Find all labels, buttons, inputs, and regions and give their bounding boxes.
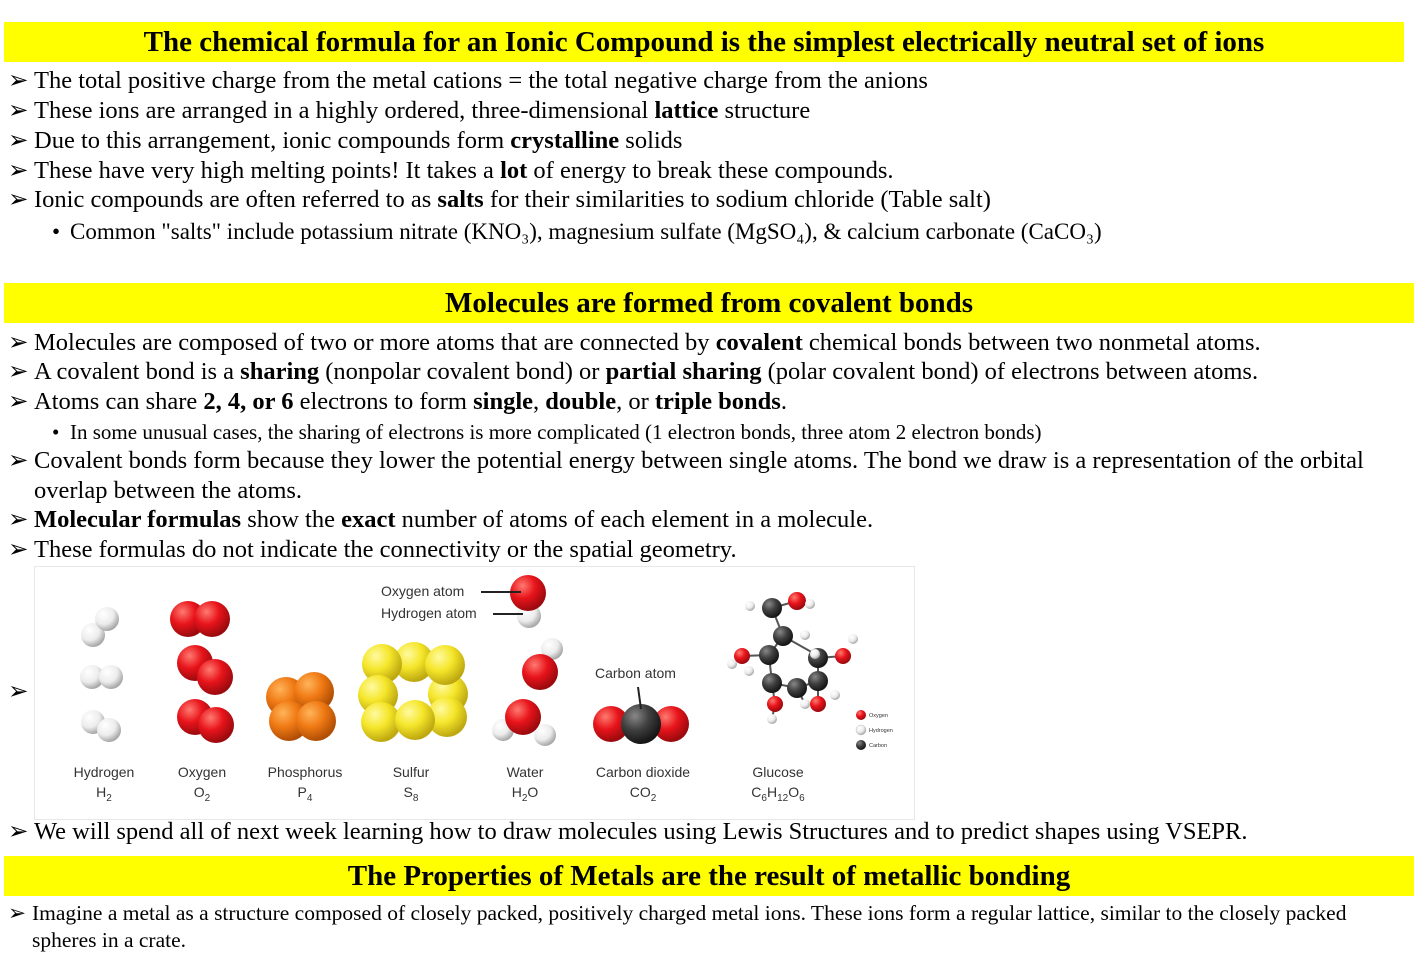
formula-hydrogen: $H_2$ <box>96 784 112 804</box>
caption-oxygen: Oxygen <box>177 764 227 780</box>
formula-glucose: $C_6H_{12}O_6$ <box>751 784 805 804</box>
formula-sulfur: $S_8$ <box>403 784 419 804</box>
oxygen-atom-label: Oxygen atom <box>381 583 465 599</box>
arrow-bullet-icon: ➢ <box>8 506 29 533</box>
arrow-bullet-icon: ➢ <box>8 157 29 184</box>
caption-sulfur: Sulfur <box>392 764 430 780</box>
arrow-bullet-icon: ➢ <box>8 536 29 563</box>
caption-glucose: Glucose <box>752 764 804 780</box>
formula-oxygen: $O_2$ <box>193 784 211 804</box>
ionic-heading: The chemical formula for an Ionic Compound is the simplest electrically neutral set of ions <box>4 22 1404 62</box>
covalent-heading: Molecules are formed from covalent bonds <box>4 283 1414 323</box>
bullet-item: ➢ The total positive charge from the metal cations = the total negative charge from the anions <box>8 67 928 94</box>
arrow-bullet-icon: ➢ <box>8 358 29 385</box>
sub-bullet-item: • In some unusual cases, the sharing of electrons is more complicated (1 electron bonds, three atom 2 electron bonds) <box>52 417 1042 447</box>
caption-carbon-dioxide: Carbon dioxide <box>595 764 691 780</box>
molecule-figure <box>34 566 915 820</box>
oxygen-molecules <box>170 601 234 743</box>
dot-icon: • <box>52 219 61 244</box>
formula-carbon-dioxide: $CO_2$ <box>629 784 657 804</box>
glucose-legend <box>856 710 893 750</box>
arrow-bullet-icon: ➢ <box>8 329 29 356</box>
arrow-bullet-icon: ➢ <box>8 678 29 705</box>
bullet-text-wrapped: Covalent bonds form because they lower the potential energy between single atoms. The bond we draw is a representation of the orbital overlap between the atoms. <box>34 447 1364 504</box>
arrow-bullet-icon: ➢ <box>8 67 29 94</box>
water-label-molecule <box>481 575 546 628</box>
arrow-bullet-icon: ➢ <box>8 186 29 213</box>
sulfur-molecule <box>358 642 468 742</box>
formula-water: $H_2O$ <box>511 784 539 804</box>
sub-bullet-item: • Common "salts" include potassium nitrate (KNO₃), magnesium sulfate (MgSO₄), & calcium carbonate (CaCO₃) <box>52 217 1102 247</box>
formula-phosphorus: $P_4$ <box>297 784 313 804</box>
bullet-item: ➢ Molecular formulas show the exact number of atoms of each element in a molecule. <box>8 506 874 533</box>
bullet-item: ➢ These formulas do not indicate the connectivity or the spatial geometry. <box>8 536 737 563</box>
hydrogen-atom-label: Hydrogen atom <box>381 605 477 621</box>
glucose-molecule <box>727 592 858 724</box>
arrow-bullet-icon: ➢ <box>8 127 29 154</box>
caption-phosphorus: Phosphorus <box>267 764 343 780</box>
bullet-text-wrapped: Imagine a metal as a structure composed of closely packed, positively charged metal ions. These ions form a regular lattice, similar to the closely packed spheres in a crate. <box>32 901 1347 952</box>
metallic-heading: The Properties of Metals are the result of metallic bonding <box>4 856 1414 896</box>
phosphorus-molecule <box>266 672 336 741</box>
bullet-item: ➢ Ionic compounds are often referred to as salts for their similarities to sodium chloride (Table salt) <box>8 186 991 213</box>
bullet-item <box>8 446 34 476</box>
bullet-item: ➢ A covalent bond is a sharing (nonpolar covalent bond) or partial sharing (polar covalent bond) of electrons between atoms. <box>8 358 1259 385</box>
carbon-dioxide-molecule <box>593 687 689 744</box>
carbon-atom-label: Carbon atom <box>595 665 676 681</box>
hydrogen-molecules <box>80 607 123 742</box>
legend-oxygen: Oxygen <box>869 713 888 719</box>
legend-carbon: Carbon <box>869 743 888 749</box>
bullet-item: ➢ We will spend all of next week learning how to draw molecules using Lewis Structures and to predict shapes using VSEPR. <box>8 818 1248 845</box>
bullet-item: ➢ Atoms can share 2, 4, or 6 electrons to form single, double, or triple bonds. <box>8 388 787 415</box>
bullet-item: ➢ These ions are arranged in a highly ordered, three-dimensional lattice structure <box>8 97 811 124</box>
arrow-bullet-icon: ➢ <box>8 97 29 124</box>
caption-water: Water <box>506 764 544 780</box>
bullet-item: ➢ Molecules are composed of two or more atoms that are connected by covalent chemical bonds between two nonmetal atoms. <box>8 329 1261 356</box>
bullet-item <box>8 677 34 707</box>
bullet-item: ➢ These have very high melting points! It takes a lot of energy to break these compounds. <box>8 157 894 184</box>
legend-hydrogen: Hydrogen <box>869 728 893 734</box>
caption-hydrogen: Hydrogen <box>73 764 135 780</box>
arrow-bullet-icon: ➢ <box>8 901 27 925</box>
molecule-illustration <box>35 567 914 819</box>
arrow-bullet-icon: ➢ <box>8 447 29 474</box>
dot-icon: • <box>52 420 60 444</box>
bullet-item: ➢ Due to this arrangement, ionic compounds form crystalline solids <box>8 127 683 154</box>
arrow-bullet-icon: ➢ <box>8 388 29 415</box>
bullet-item <box>8 900 26 927</box>
water-molecules <box>492 638 563 746</box>
arrow-bullet-icon: ➢ <box>8 818 29 845</box>
